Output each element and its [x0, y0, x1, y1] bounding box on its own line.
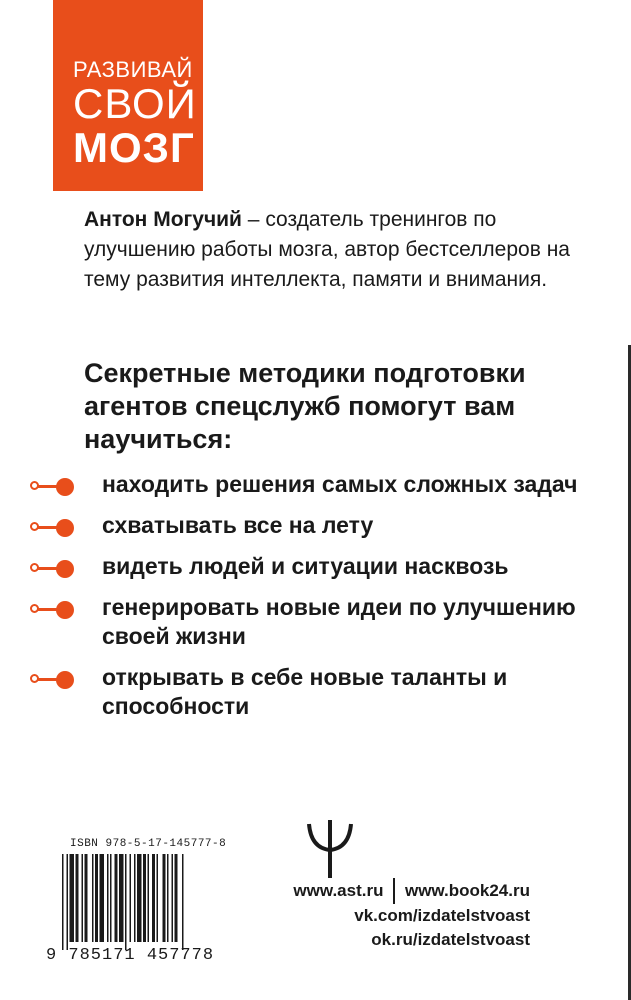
benefit-item: [30, 470, 610, 499]
barcode-bar: [82, 854, 84, 942]
barcode-bar: [62, 854, 64, 950]
author-description: – создатель тренингов по улучшению работы мозга, автор бестселлеров на тему развития интеллекта, памяти и внимания.: [84, 208, 570, 291]
barcode-bar: [143, 854, 146, 942]
orange-connector-bullet-icon: [30, 671, 80, 689]
barcode-bar: [115, 854, 118, 942]
benefit-text: открывать в себе новые таланты и способности: [102, 664, 508, 719]
isbn-label: ISBN 978-5-17-145777-8: [70, 838, 227, 850]
barcode-bars: [60, 854, 230, 950]
barcode-bar: [163, 854, 166, 942]
psi-logo-icon: [305, 818, 355, 880]
barcode-bar: [107, 854, 109, 942]
orange-connector-bullet-icon: [30, 601, 80, 619]
publisher-links: [250, 878, 530, 952]
barcode-bar: [92, 854, 94, 942]
barcode-bar: [67, 854, 69, 950]
benefit-text: видеть людей и ситуации насквозь: [102, 553, 509, 579]
barcode-bar: [119, 854, 124, 942]
barcode-bar: [167, 854, 169, 942]
barcode-bar: [182, 854, 184, 950]
link-separator: [393, 878, 395, 904]
orange-connector-bullet-icon: [30, 478, 80, 496]
ean-digits: 9 785171 457778: [46, 946, 215, 965]
benefit-text: схватывать все на лету: [102, 512, 374, 538]
barcode-bar: [125, 854, 127, 950]
orange-connector-bullet-icon: [30, 519, 80, 537]
series-line-2: СВОЙ: [73, 80, 197, 127]
barcode-bar: [172, 854, 174, 942]
barcode-bar: [152, 854, 155, 942]
author-name: Антон Могучий: [84, 208, 242, 231]
series-line-3: МОЗГ: [73, 124, 195, 171]
barcode-bar: [137, 854, 142, 942]
barcode-bar: [110, 854, 112, 942]
link-vk[interactable]: vk.com/izdatelstvoast: [354, 906, 530, 925]
benefit-item: [30, 593, 610, 651]
barcode-bar: [130, 854, 132, 942]
benefit-item: [30, 663, 610, 721]
benefits-list: [30, 470, 610, 721]
barcode-bar: [100, 854, 105, 942]
barcode-bar: [134, 854, 136, 942]
barcode-bar: [95, 854, 98, 942]
benefit-item: [30, 511, 610, 540]
barcode-bar: [148, 854, 150, 942]
barcode: [40, 838, 240, 988]
link-book24[interactable]: www.book24.ru: [404, 881, 530, 900]
barcode-bar: [175, 854, 178, 942]
barcode-bar: [85, 854, 88, 942]
author-bio: [84, 205, 604, 295]
barcode-bar: [157, 854, 159, 942]
benefit-text: находить решения самых сложных задач: [102, 471, 578, 497]
series-line-1: РАЗВИВАЙ: [73, 57, 193, 82]
link-ast[interactable]: www.ast.ru: [293, 881, 384, 900]
series-badge: [53, 0, 203, 191]
barcode-bar: [70, 854, 75, 942]
benefit-text: генерировать новые идеи по улучшению своей жизни: [102, 594, 576, 649]
headline: Секретные методики подготовки агентов спецслужб помогут вам научиться:: [84, 358, 526, 454]
orange-connector-bullet-icon: [30, 560, 80, 578]
link-ok[interactable]: ok.ru/izdatelstvoast: [371, 930, 530, 949]
barcode-bar: [76, 854, 79, 942]
benefit-item: [30, 552, 610, 581]
